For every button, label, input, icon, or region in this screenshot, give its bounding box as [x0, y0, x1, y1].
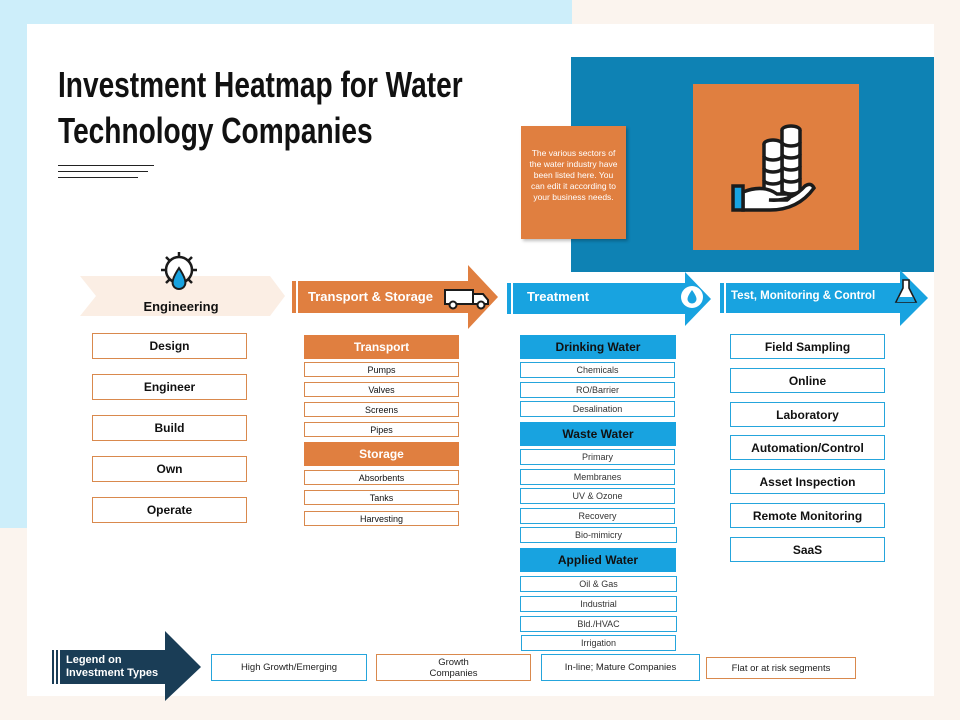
waste-water-item: UV & Ozone [520, 488, 675, 504]
title-underline [58, 177, 138, 178]
treatment-header-label: Treatment [527, 289, 590, 304]
truck-icon [443, 282, 491, 310]
engineering-item-build: Build [92, 415, 247, 441]
legend-item-growth [376, 654, 531, 681]
transport-item: Screens [304, 402, 459, 417]
legend-item-mature: In-line; Mature Companies [541, 654, 700, 681]
test-item: SaaS [730, 537, 885, 562]
test-item: Online [730, 368, 885, 393]
legend-item-high-growth: High Growth/Emerging [211, 654, 367, 681]
drinking-water-item: RO/Barrier [520, 382, 675, 398]
waste-water-group-header: Waste Water [520, 422, 676, 446]
test-item: Remote Monitoring [730, 503, 885, 528]
test-item: Laboratory [730, 402, 885, 427]
waste-water-item: Membranes [520, 469, 675, 485]
engineering-item-design: Design [92, 333, 247, 359]
storage-item: Absorbents [304, 470, 459, 485]
engineering-header-label: Engineering [143, 299, 219, 314]
transport-group-header: Transport [304, 335, 459, 359]
coins-in-hand-icon [693, 84, 859, 250]
waste-water-item: Recovery [520, 508, 675, 524]
test-item: Asset Inspection [730, 469, 885, 494]
legend-item-growth-line-1: Growth [438, 656, 469, 668]
storage-group-header: Storage [304, 442, 459, 466]
legend-title-line-1: Legend on [66, 654, 122, 666]
engineering-item-engineer: Engineer [92, 374, 247, 400]
applied-water-item: Bld./HVAC [520, 616, 677, 632]
page-title [58, 62, 463, 154]
legend-title-line-2: Investment Types [66, 667, 159, 679]
applied-water-item: Irrigation [521, 635, 676, 651]
test-header-label: Test, Monitoring & Control [731, 290, 876, 302]
legend-title [66, 654, 158, 680]
test-item: Field Sampling [730, 334, 885, 359]
storage-item: Harvesting [304, 511, 459, 526]
legend-item-flat: Flat or at risk segments [706, 657, 856, 679]
applied-water-group-header: Applied Water [520, 548, 676, 572]
drinking-water-group-header: Drinking Water [520, 335, 676, 359]
engineering-item-operate: Operate [92, 497, 247, 523]
transport-item: Valves [304, 382, 459, 397]
waste-water-item: Bio-mimicry [520, 527, 677, 543]
storage-item: Tanks [304, 490, 459, 505]
title-underline [58, 171, 148, 172]
engineering-item-own: Own [92, 456, 247, 482]
drinking-water-item: Chemicals [520, 362, 675, 378]
drinking-water-item: Desalination [520, 401, 675, 417]
info-note: The various sectors of the water industry have been listed here. You can edit it according to your business needs. [521, 126, 626, 239]
transport-item: Pumps [304, 362, 459, 377]
applied-water-item: Industrial [520, 596, 677, 612]
gear-water-drop-icon [158, 250, 200, 296]
legend-item-growth-line-2: Companies [429, 667, 478, 679]
waste-water-item: Primary [520, 449, 675, 465]
hero-icon-box [693, 84, 859, 250]
transport-item: Pipes [304, 422, 459, 437]
applied-water-item: Oil & Gas [520, 576, 677, 592]
transport-header-label: Transport & Storage [308, 289, 433, 304]
title-line-2: Technology Companies [58, 110, 373, 151]
title-line-1: Investment Heatmap for Water [58, 64, 463, 105]
test-item: Automation/Control [730, 435, 885, 460]
title-underline [58, 165, 154, 166]
